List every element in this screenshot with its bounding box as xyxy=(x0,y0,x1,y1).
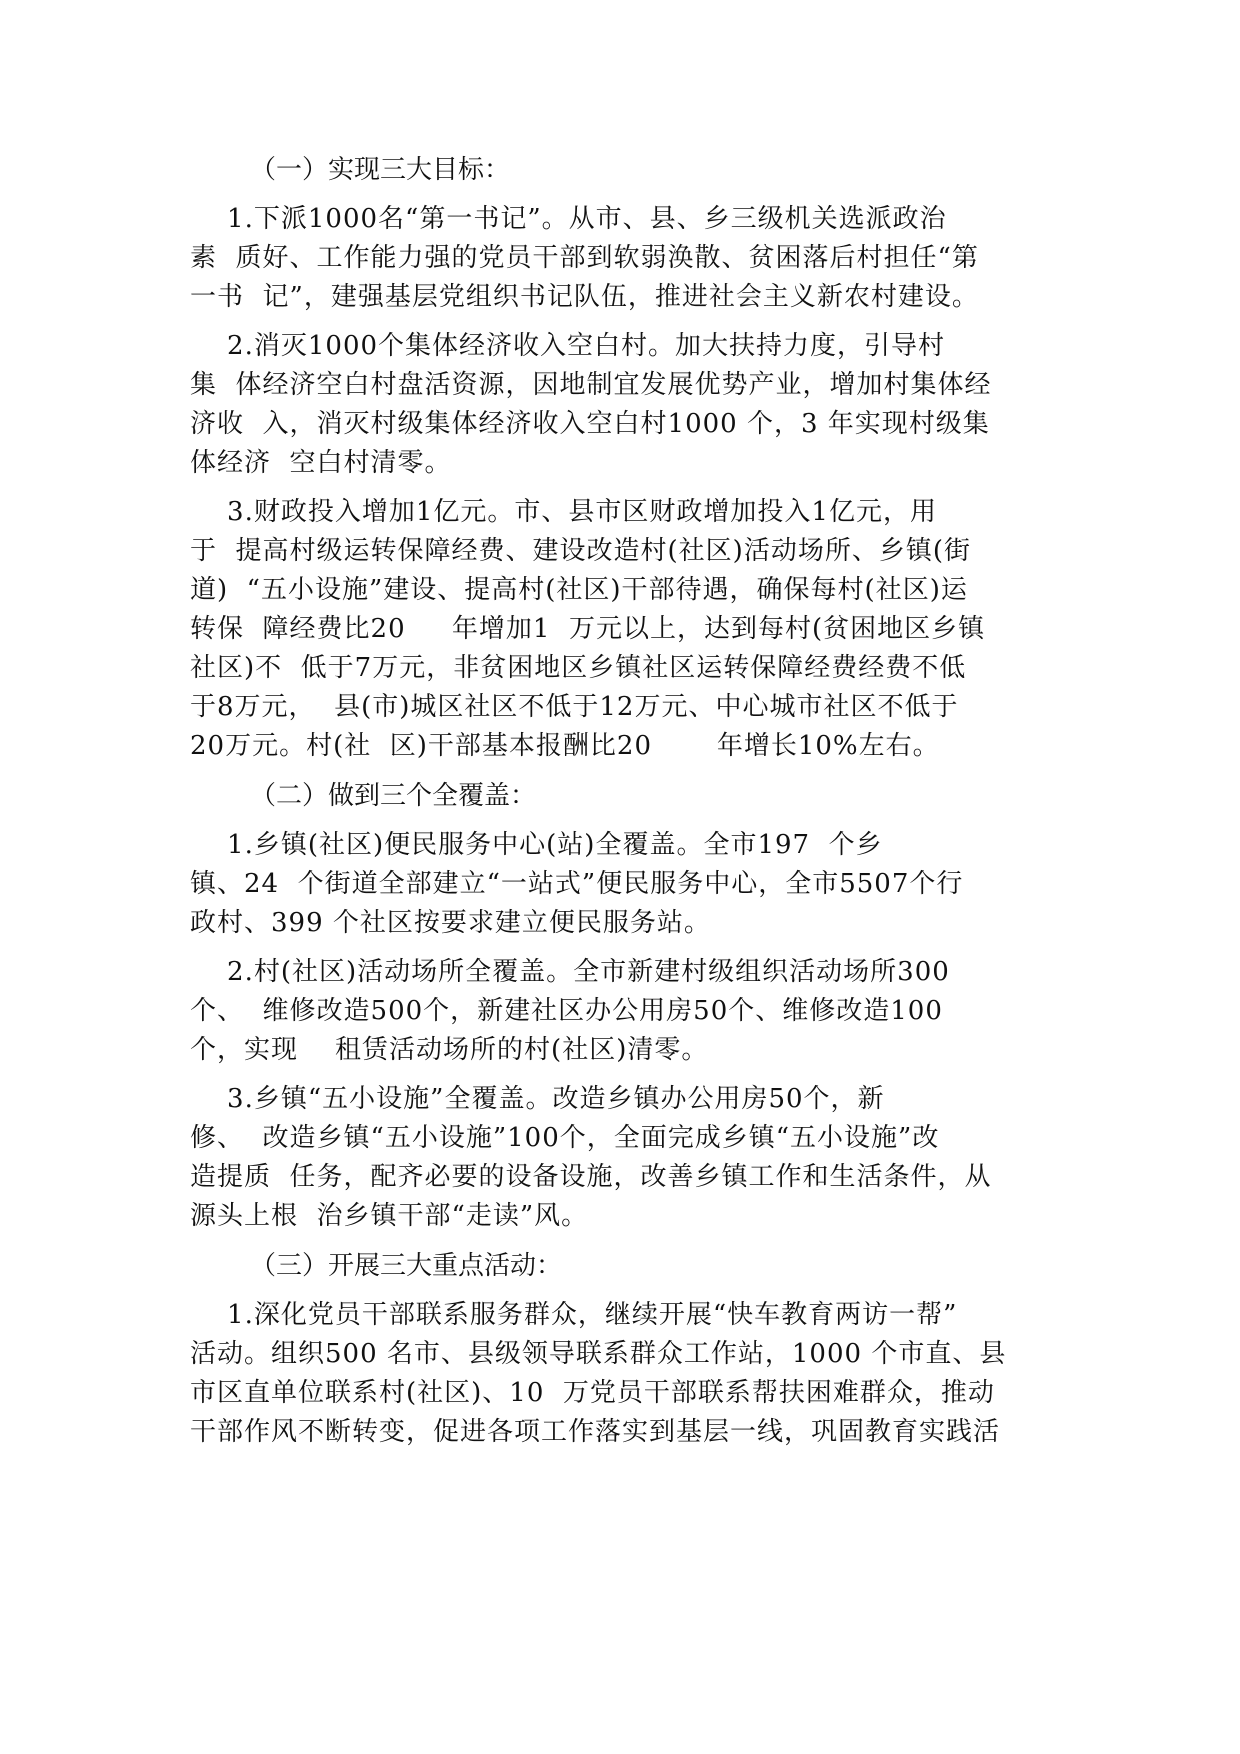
text-line: 1.乡镇(社区)便民服务中心(站)全覆盖。全市197 个乡 xyxy=(190,830,883,860)
text-line: 3.财政投入增加1亿元。市、县市区财政增加投入1亿元，用 xyxy=(190,497,937,527)
paragraph-first-secretary xyxy=(190,200,1040,317)
paragraph-five-facilities xyxy=(190,1080,1040,1236)
section-full-coverage xyxy=(190,776,1040,1236)
paragraph-service-center xyxy=(190,826,1040,943)
text-line: 造提质 任务，配齐必要的设备设施，改善乡镇工作和生活条件，从 xyxy=(190,1162,992,1192)
text-line: 3.乡镇“五小设施”全覆盖。改造乡镇办公用房50个，新 xyxy=(190,1084,885,1114)
paragraph-collective-economy xyxy=(190,327,1040,483)
text-line: 于 提高村级运转保障经费、建设改造村(社区)活动场所、乡镇(街 xyxy=(190,536,971,566)
text-line: 1.深化党员干部联系服务群众，继续开展“快车教育两访一帮” xyxy=(190,1300,958,1330)
text-line: 干部作风不断转变，促进各项工作落实到基层一线，巩固教育实践活 xyxy=(190,1417,1001,1447)
text-line: 转保 障经费比20 年增加1 万元以上，达到每村(贫困地区乡镇 xyxy=(190,614,986,644)
text-line: 活动。组织500 名市、县级领导联系群众工作站，1000 个市直、县 xyxy=(190,1339,1007,1369)
text-line: 体经济 空白村清零。 xyxy=(190,448,452,478)
paragraph-contact-masses xyxy=(190,1296,1040,1452)
text-line: 市区直单位联系村(社区)、10 万党员干部联系帮扶困难群众，推动 xyxy=(190,1378,995,1408)
text-line: 1.下派1000名“第一书记”。从市、县、乡三级机关选派政治 xyxy=(190,204,947,234)
text-line: 20万元。村(社 区)干部基本报酬比20 年增长10%左右。 xyxy=(190,731,940,761)
text-line: 社区)不 低于7万元，非贫困地区乡镇社区运转保障经费经费不低 xyxy=(190,653,967,683)
text-line: 素 质好、工作能力强的党员干部到软弱涣散、贫困落后村担任“第 xyxy=(190,243,979,273)
text-line: 一书 记”，建强基层党组织书记队伍，推进社会主义新农村建设。 xyxy=(190,282,979,312)
text-line: 集 体经济空白村盘活资源，因地制宜发展优势产业，增加村集体经 xyxy=(190,370,992,400)
section-heading: （一）实现三大目标： xyxy=(250,155,511,185)
section-goals xyxy=(190,150,1040,766)
section-key-activities xyxy=(190,1246,1040,1452)
text-line: 修、 改造乡镇“五小设施”100个，全面完成乡镇“五小设施”改 xyxy=(190,1123,940,1153)
text-line: 于8万元， 县(市)城区社区不低于12万元、中心城市社区不低于 xyxy=(190,692,959,722)
text-line: 道) “五小设施”建设、提高村(社区)干部待遇，确保每村(社区)运 xyxy=(190,575,968,605)
text-line: 源头上根 治乡镇干部“走读”风。 xyxy=(190,1201,589,1231)
text-line: 政村、399 个社区按要求建立便民服务站。 xyxy=(190,908,711,938)
text-line: 镇、24 个街道全部建立“一站式”便民服务中心，全市5507个行 xyxy=(190,869,964,899)
text-line: 个，实现 租赁活动场所的村(社区)清零。 xyxy=(190,1035,709,1065)
section-heading: （二）做到三个全覆盖： xyxy=(250,781,537,811)
paragraph-fiscal-investment xyxy=(190,493,1040,766)
section-heading: （三）开展三大重点活动： xyxy=(250,1251,563,1281)
paragraph-activity-venues xyxy=(190,953,1040,1070)
text-line: 2.消灭1000个集体经济收入空白村。加大扶持力度，引导村 xyxy=(190,331,946,361)
text-line: 个、 维修改造500个，新建社区办公用房50个、维修改造100 xyxy=(190,996,943,1026)
text-line: 2.村(社区)活动场所全覆盖。全市新建村级组织活动场所300 xyxy=(190,957,950,987)
text-line: 济收 入，消灭村级集体经济收入空白村1000 个，3 年实现村级集 xyxy=(190,409,990,439)
document-body xyxy=(190,150,1040,1462)
